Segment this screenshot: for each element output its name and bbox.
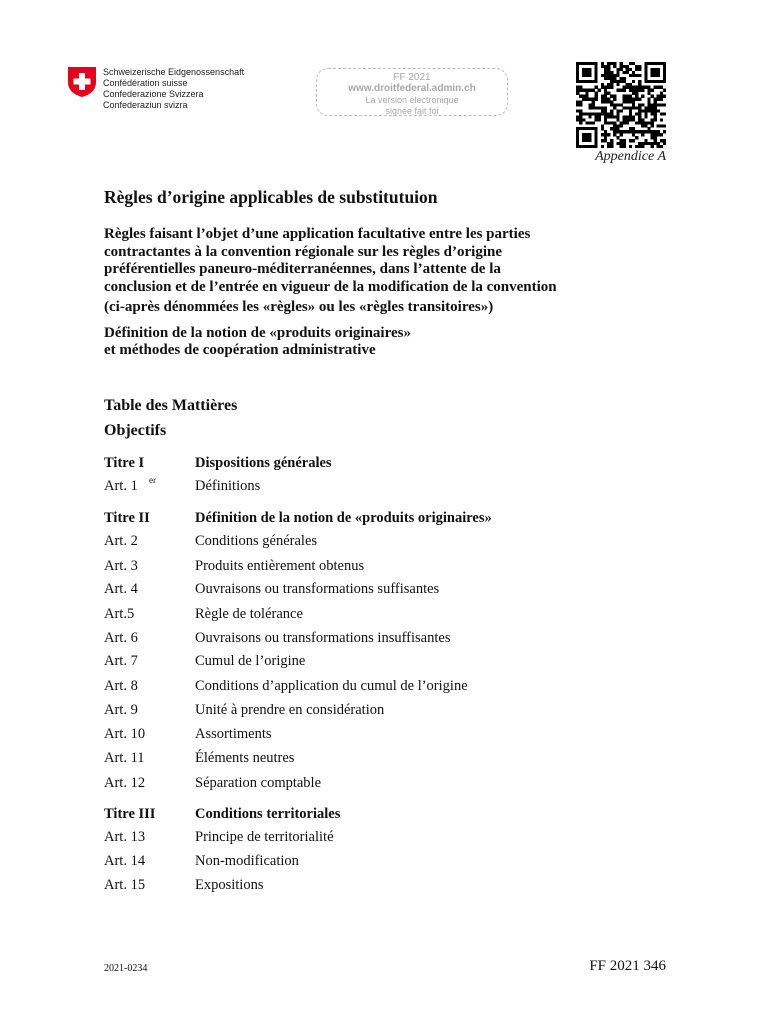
toc-label: Art. 8 [104, 678, 138, 694]
toc-label-superscript: er [149, 475, 156, 485]
definition-line: et méthodes de coopération administrative [104, 342, 376, 358]
toc-entry-text: Ouvraisons ou transformations suffisantes [195, 581, 440, 597]
footer-reference: FF 2021 346 [589, 958, 666, 974]
toc-label: Titre II [104, 510, 150, 526]
toc-label: Art. 3 [104, 558, 138, 574]
toc-label: Art. 7 [104, 653, 138, 669]
confederation-name-rm: Confederaziun svizra [103, 100, 188, 110]
toc-entry-text: Conditions territoriales [195, 806, 341, 822]
confederation-name-de: Schweizerische Eidgenossenschaft [103, 67, 245, 77]
toc-label: Art. 4 [104, 581, 138, 597]
toc-label: Art. 12 [104, 775, 146, 791]
toc-entry-text: Définitions [195, 478, 261, 494]
electronic-signature-stamp [316, 68, 508, 116]
document-title: Règles d’origine applicables de substitutuion [104, 187, 438, 207]
definition-heading [104, 325, 411, 359]
toc-entry-text: Dispositions générales [195, 455, 332, 471]
definition-line: Définition de la notion de «produits originaires» [104, 325, 411, 341]
appendix-label: Appendice A [595, 149, 666, 164]
toc-label: Art. 10 [104, 726, 146, 742]
stamp-line-1: FF 2021 [393, 72, 431, 83]
designation-note: (ci-après dénommées les «règles» ou les «règles transitoires») [104, 299, 494, 315]
toc-entry-text: Assortiments [195, 726, 272, 742]
toc-entry-text: Règle de tolérance [195, 606, 303, 622]
toc-label: Art. 1 [104, 478, 138, 494]
footer-document-number: 2021-0234 [104, 963, 148, 974]
stamp-line-3: La version électronique [365, 95, 459, 105]
toc-heading: Table des Mattières [104, 397, 238, 414]
toc-entry-text: Séparation comptable [195, 775, 322, 791]
subtitle-line: Règles faisant l’objet d’une application facultative entre les parties [104, 226, 531, 242]
document-subtitle [104, 226, 664, 296]
toc-label: Art. 14 [104, 853, 146, 869]
toc-label: Art. 11 [104, 750, 145, 766]
toc-label: Art.5 [104, 606, 135, 622]
confederation-name-fr: Confédération suisse [103, 78, 188, 88]
toc-entry-text: Expositions [195, 877, 264, 893]
toc-entry-text: Conditions d’application du cumul de l’origine [195, 678, 468, 694]
toc-entry-text: Ouvraisons ou transformations insuffisantes [195, 630, 451, 646]
stamp-line-2: www.droitfederal.admin.ch [348, 83, 476, 94]
toc-entry-text: Non-modification [195, 853, 299, 869]
toc-entry-text: Conditions générales [195, 533, 318, 549]
toc-label: Art. 9 [104, 702, 138, 718]
toc-entry-text: Unité à prendre en considération [195, 702, 385, 718]
toc-label: Titre III [104, 806, 156, 822]
toc-label: Art. 6 [104, 630, 138, 646]
subtitle-line: préférentielles paneuro-méditerranéennes, dans l’attente de la [104, 261, 501, 277]
toc-entry-text: Cumul de l’origine [195, 653, 306, 669]
toc-label: Art. 2 [104, 533, 138, 549]
toc-entry-text: Éléments neutres [195, 750, 295, 766]
toc-label: Art. 15 [104, 877, 146, 893]
toc-label: Art. 13 [104, 829, 146, 845]
toc-entry-text: Principe de territorialité [195, 829, 334, 845]
toc-entry-text: Définition de la notion de «produits originaires» [195, 510, 492, 526]
objectives-heading: Objectifs [104, 422, 167, 439]
qr-code-icon [576, 62, 666, 148]
toc-entry-text: Produits entièrement obtenus [195, 558, 365, 574]
subtitle-line: conclusion et de l’entrée en vigueur de la modification de la convention [104, 278, 557, 295]
swiss-cross-emblem-icon [67, 66, 97, 98]
confederation-name-it: Confederazione Svizzera [103, 89, 204, 99]
toc-label: Titre I [104, 455, 145, 471]
stamp-line-4: signée fait foi [385, 106, 439, 116]
subtitle-line: contractantes à la convention régionale sur les règles d’origine [104, 243, 502, 260]
